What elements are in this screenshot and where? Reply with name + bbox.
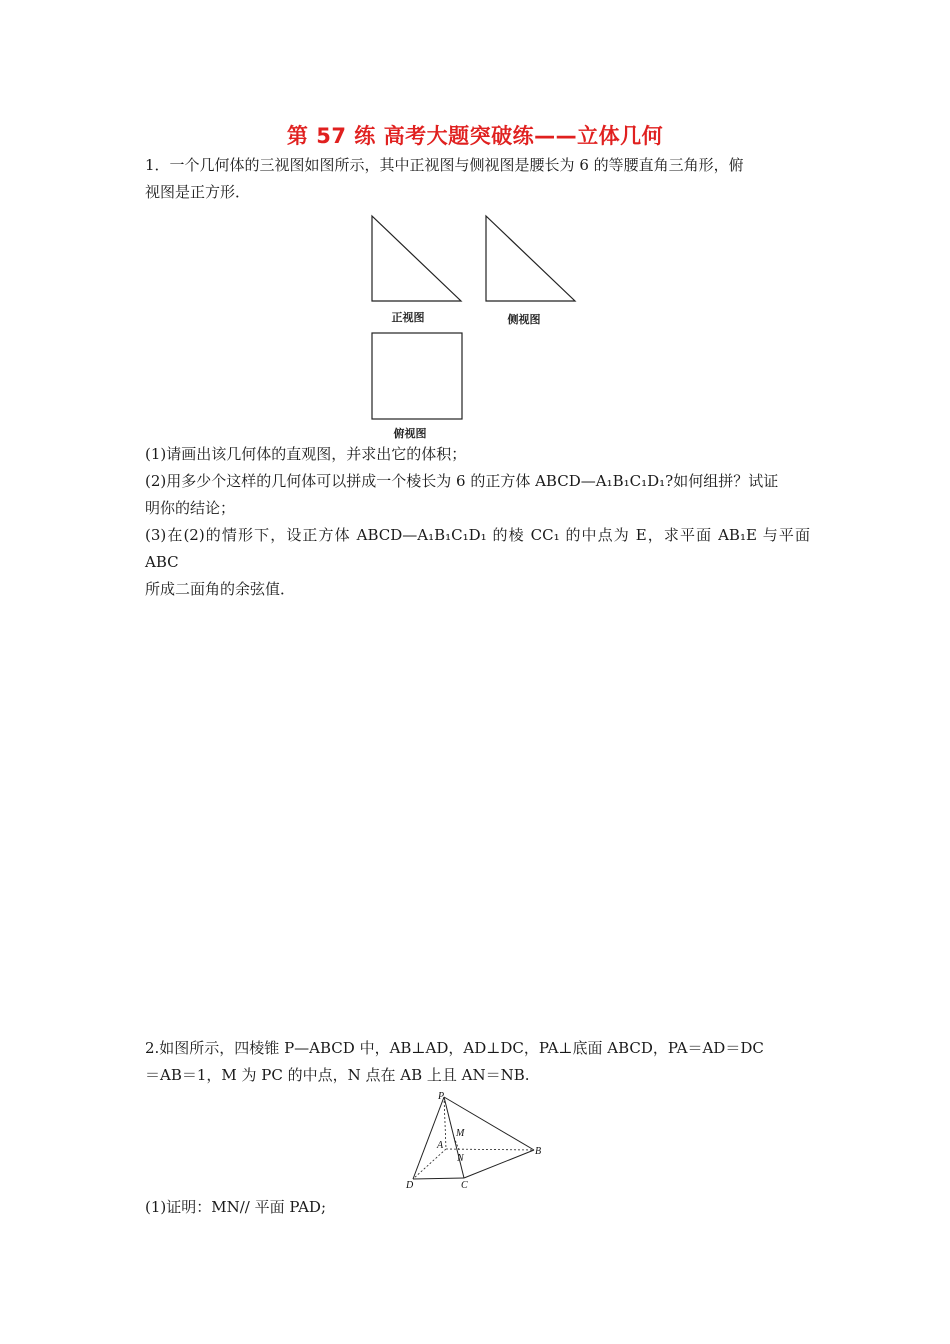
- problem1-intro-line2: 视图是正方形．: [145, 183, 251, 201]
- problem1-q2-line1: (2)用多少个这样的几何体可以拼成一个棱长为 6 的正方体 ABCD—A₁B₁C₁D₁?如何组拼？试证: [145, 472, 779, 490]
- problem1-intro-line1: 1．一个几何体的三视图如图所示，其中正视图与侧视图是腰长为 6 的等腰直角三角形，俯: [145, 156, 744, 174]
- problem1-q2-line2: 明你的结论；: [145, 499, 236, 517]
- problem1-questions: [145, 441, 810, 603]
- problem2-q1: (1)证明：MN// 平面 PAD;: [145, 1198, 327, 1216]
- side-view-triangle: [486, 216, 575, 301]
- side-view-figure: [482, 212, 580, 306]
- problem2-intro-line1: 2.如图所示，四棱锥 P—ABCD 中，AB⊥AD，AD⊥DC，PA⊥底面 ABCD，PA＝AD＝DC: [145, 1039, 764, 1057]
- top-view-square: [372, 333, 462, 419]
- problem2-questions: [145, 1194, 810, 1221]
- label-B: B: [535, 1146, 542, 1157]
- pyramid-figure: [400, 1090, 550, 1192]
- edge-AD: [413, 1149, 446, 1179]
- edge-PB: [444, 1097, 534, 1150]
- top-view-figure: [368, 330, 466, 422]
- front-view-figure: [368, 212, 466, 306]
- label-C: C: [461, 1180, 468, 1191]
- front-view-caption: 正视图: [391, 311, 425, 324]
- problem2-intro: [145, 1035, 810, 1089]
- label-M: M: [456, 1128, 465, 1139]
- side-view-caption: 侧视图: [507, 313, 541, 326]
- problem1-q3-line2: 所成二面角的余弦值．: [145, 580, 296, 598]
- problem1-intro: [145, 152, 810, 206]
- edge-PD: [413, 1097, 444, 1179]
- edge-DC: [413, 1178, 464, 1179]
- front-view-triangle: [372, 216, 461, 301]
- label-P: P: [438, 1091, 445, 1102]
- problem1-q3-line1: (3)在(2)的情形下，设正方体 ABCD—A₁B₁C₁D₁ 的棱 CC₁ 的中点为 E，求平面 AB₁E 与平面 ABC: [145, 526, 810, 571]
- problem1-q1: (1)请画出该几何体的直观图，并求出它的体积；: [145, 445, 467, 463]
- edge-CB: [464, 1150, 534, 1178]
- top-view-caption: 俯视图: [393, 427, 427, 440]
- label-A: A: [437, 1140, 444, 1151]
- problem2-intro-line2: ＝AB＝1，M 为 PC 的中点，N 点在 AB 上且 AN＝NB.: [145, 1066, 530, 1084]
- page-title: 第 57 练 高考大题突破练——立体几何: [286, 124, 664, 148]
- label-N: N: [457, 1153, 464, 1164]
- label-D: D: [406, 1180, 414, 1191]
